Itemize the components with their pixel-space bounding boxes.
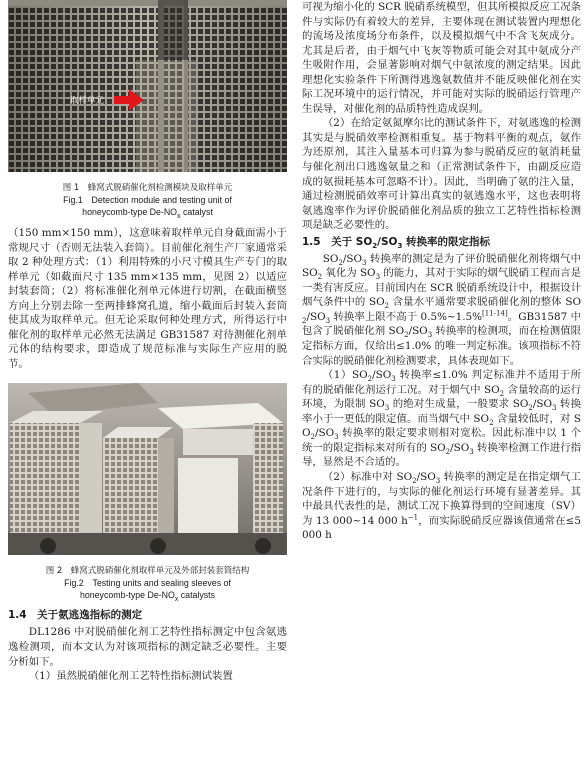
- left-body-2: [8, 607, 287, 683]
- figure-2-caption-zh: 图 2 蜂窝式脱硝催化剂取样单元及外部封装套筒结构: [45, 566, 250, 577]
- figure-1-label: 取样单元: [70, 96, 105, 106]
- figure-1-caption-en-2: honeycomb-type $De-NO_x$ catalyst: [82, 207, 213, 220]
- paragraph: 可视为缩小化的 SCR 脱硝系统模型，但其所模拟反应工况条件与实际仍有着较大的差异，主要体现在测试装置内理想化的流场及浓度场分布条件，以及模拟烟气中不含飞灰成分。尤其是后者，由于烟气中飞灰等物质可能会对其中氨成分产生吸附作用，会显著影响对烟气中氨浓度的测定结果。因此理想化实验条件下所测得逃逸氨数值并不能反映催化剂在实际工况环境中的运行情况，并可能对实际的脱硝运行管理产生误导，对催化剂的品质特性造成误判。: [302, 1, 581, 115]
- left-body: [8, 226, 287, 371]
- section-heading-1-5: 1.5 关于 $SO_2/SO_3$ 转换率的限定指标: [302, 235, 490, 250]
- figure-2-caption-en-1: Fig.2 Testing units and sealing sleeves of: [64, 578, 231, 589]
- paragraph: $SO_2/SO_3$ 转换率的测定是为了评价脱硝催化剂将烟气中 $SO_2$ 氧化为 $SO_3$ 的能力，其对于实际的烟气脱硝工程而言是一类有害反应。目前国内在 SCR 脱硝系统设计中，根据设计烟气条件中的 $SO_2$ 含量水平通常要求脱硝催化剂的整体 $SO_2/SO_3$ 转换率上限不高于 0.5%~1.5%[11-14]。GB31587 中包含了脱硝催化剂 $SO_2/SO_3$ 转换率的检测项，而在检测值限定指标方面，仅给出≤1.0% 的唯一判定标准。该项指标不符合实际的脱硝催化剂检测要求，具体表现如下。: [302, 252, 581, 367]
- figure-1-caption: [8, 182, 287, 218]
- paragraph: $(1)SO_2/SO_3$ 转换率≤1.0% 判定标准并不适用于所有的脱硝催化剂运行工况。对于烟气中 $SO_2$ 含量较高的运行环境，为限制 $SO_3$ 的绝对生成量，一般要求 $SO_2/SO_3$ 转换率小于一更低的限定值。而当烟气中 $SO_2$ 含量较低时，对 $SO_2/SO_3$ 转换率的限定要求则相对宽松。因此标准中以 1 个统一的限定指标来对所有的 $SO_2/SO_3$ 转换率检测工作进行指导，显然是不合适的。: [302, 369, 582, 469]
- paragraph: （1）虽然脱硝催化剂工艺特性指标测试装置: [28, 670, 233, 683]
- right-column: [302, 0, 581, 543]
- paragraph: （2）在给定氨氮摩尔比的测试条件下，对氨逃逸的检测其实是与脱硝效率检测相重复。基于物料平衡的观点，氨作为还原剂，其注入量基本可归算为参与脱硝反应的氨消耗量与催化剂出口逃逸氨量之和（正常测试条件下，由副反应造成的氨损耗基本可忽略不计）。因此，当明确了氨的注入量，通过检测脱硝效率可计算出真实的氨逃逸水平，这也表明将氨逃逸率作为评价脱硝催化剂品质的独立工艺特性指标检测项是缺乏必要性的。: [302, 117, 581, 232]
- figure-2-photo: [8, 383, 287, 555]
- figure-2-caption: [8, 565, 287, 604]
- section-heading-1-4: 1.4 关于氨逃逸指标的测定: [8, 609, 143, 622]
- figure-1-image: [8, 0, 287, 172]
- figure-2-image: [8, 383, 287, 555]
- paragraph: （2）标准中对 $SO_2/SO_3$ 转换率的测定是在指定烟气工况条件下进行的，与实际的催化剂运行环境有显著差异。其中最具代表性的是，测试工况下换算得到的空间速度（SV）为 13 000~14 000 $h^{-1}$，而实际脱硝反应器该值通常在≤5 000 h: [302, 470, 581, 542]
- left-column: [8, 0, 287, 684]
- paragraph: DL1286 中对脱硝催化剂工艺特性指标测定中包含氨逃逸检测项，而本文认为对该项指标的测定缺乏必要性。主要分析如下。: [8, 626, 287, 668]
- figure-1-caption-en-1: Fig.1 Detection module and testing unit of: [63, 195, 232, 205]
- figure-1-caption-zh: 图 1 蜂窝式脱硝催化剂检测模块及取样单元: [62, 183, 233, 193]
- figure-1-photo: [8, 0, 287, 172]
- right-body: [302, 0, 581, 543]
- figure-2-caption-en-2: honeycomb-type $De-NO_x$ catalysts: [79, 590, 216, 604]
- paragraph: （150 mm×150 mm），这意味着取样单元自身截面需小于常规尺寸（否则无法装入套筒）。目前催化剂生产厂家通常采取 2 种处理方式：（1）利用特殊的小尺寸模具生产专门的取样单元（如截面尺寸 135 mm×135 mm，见图 2）以适应封装套筒；（2）将标准催化剂单元体进行切割，在截面横竖方向上分别去除一至两排蜂窝孔道，缩小截面后封装入套筒使其成为取样单元。但无论采取何种处理方式，所得运行中催化剂的取样单元必然无法满足 GB31587 对待测催化剂单元体的结构要求，即造成了规范标准与实际生产应用的脱节。: [8, 227, 287, 370]
